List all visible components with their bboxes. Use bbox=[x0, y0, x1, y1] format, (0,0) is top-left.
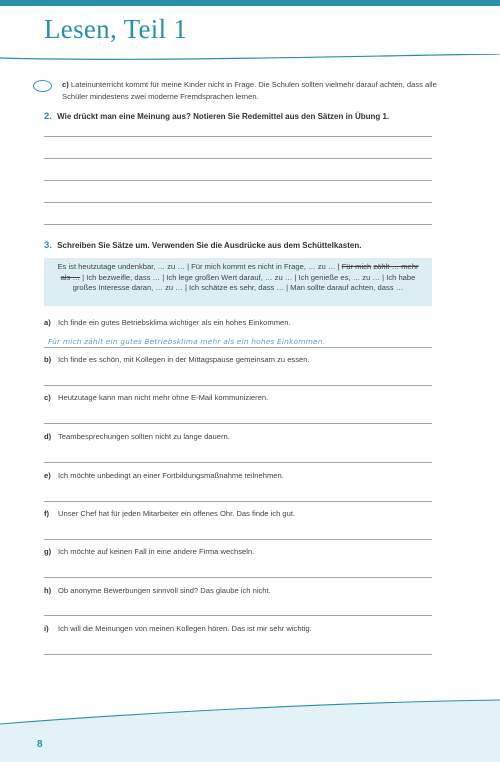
question-a: a) Ich finde ein gutes Betriebsklima wichtiger als ein hohes Einkommen. bbox=[44, 318, 291, 327]
writing-line[interactable] bbox=[44, 180, 432, 181]
struck-expression: zählt … mehr als … bbox=[60, 262, 419, 282]
writing-line[interactable] bbox=[44, 423, 432, 424]
question-e: e) Ich möchte unbedingt an einer Fortbildungsmaßnahme teilnehmen. bbox=[44, 471, 284, 480]
task-3-heading: 3. Schreiben Sie Sätze um. Verwenden Sie die Ausdrücke aus dem Schüttelkasten. bbox=[44, 240, 362, 251]
writing-line[interactable] bbox=[44, 347, 432, 348]
writing-line[interactable] bbox=[44, 539, 432, 540]
task-2-heading: 2. Wie drückt man eine Meinung aus? Notieren Sie Redemittel aus den Sätzen in Übung 1. bbox=[44, 111, 390, 122]
writing-line[interactable] bbox=[44, 501, 432, 502]
question-i: i) Ich will die Meinungen von meinen Kollegen hören. Das ist mir sehr wichtig. bbox=[44, 624, 312, 633]
question-f: f) Unser Chef hat für jeden Mitarbeiter ein offenes Ohr. Das finde ich gut. bbox=[44, 509, 296, 518]
page-title: Lesen, Teil 1 bbox=[44, 14, 188, 44]
handwritten-example-answer: Für mich zählt ein gutes Betriebsklima mehr als ein hohes Einkommen. bbox=[48, 337, 326, 346]
top-accent-bar bbox=[0, 0, 500, 6]
writing-line[interactable] bbox=[44, 654, 432, 655]
footer-band bbox=[0, 698, 500, 762]
question-c: c) Heutzutage kann man nicht mehr ohne E-Mail kommunizieren. bbox=[44, 393, 269, 402]
item-c-statement: c) Lateinunterricht kommt für meine Kinder nicht in Frage. Die Schulen sollten vielmehr darauf achten, dass alle Schüler mindestens zwei moderne Fremdsprachen lernen. bbox=[62, 80, 437, 101]
writing-line[interactable] bbox=[44, 577, 432, 578]
writing-line[interactable] bbox=[44, 385, 432, 386]
writing-line[interactable] bbox=[44, 202, 432, 203]
question-h: h) Ob anonyme Bewerbungen sinnvoll sind? Das glaube ich nicht. bbox=[44, 586, 271, 595]
writing-line[interactable] bbox=[44, 615, 432, 616]
writing-line[interactable] bbox=[44, 462, 432, 463]
writing-line[interactable] bbox=[44, 158, 432, 159]
struck-expression: Für mich bbox=[341, 262, 372, 271]
question-b: b) Ich finde es schön, mit Kollegen in der Mittagspause gemeinsam zu essen. bbox=[44, 355, 310, 364]
expression-box: Es ist heutzutage undenkbar, … zu … | Für mich kommt es nicht in Frage, … zu … | Für mich zählt … mehr als … | Ich bezweifle, dass … | Ich lege großen Wert darauf, … zu … | Ich genieße es, … zu … | Ich habe großes Interesse daran, … zu … | Ich schätze es sehr, dass … | Man sollte darauf achten, dass … bbox=[44, 258, 432, 306]
question-d: d) Teambesprechungen sollten nicht zu lange dauern. bbox=[44, 432, 230, 441]
question-g: g) Ich möchte auf keinen Fall in eine andere Firma wechseln. bbox=[44, 547, 255, 556]
writing-line[interactable] bbox=[44, 224, 432, 225]
answer-checkbox-oval[interactable] bbox=[33, 80, 52, 92]
writing-line[interactable] bbox=[44, 136, 432, 137]
page-number: 8 bbox=[37, 739, 43, 750]
